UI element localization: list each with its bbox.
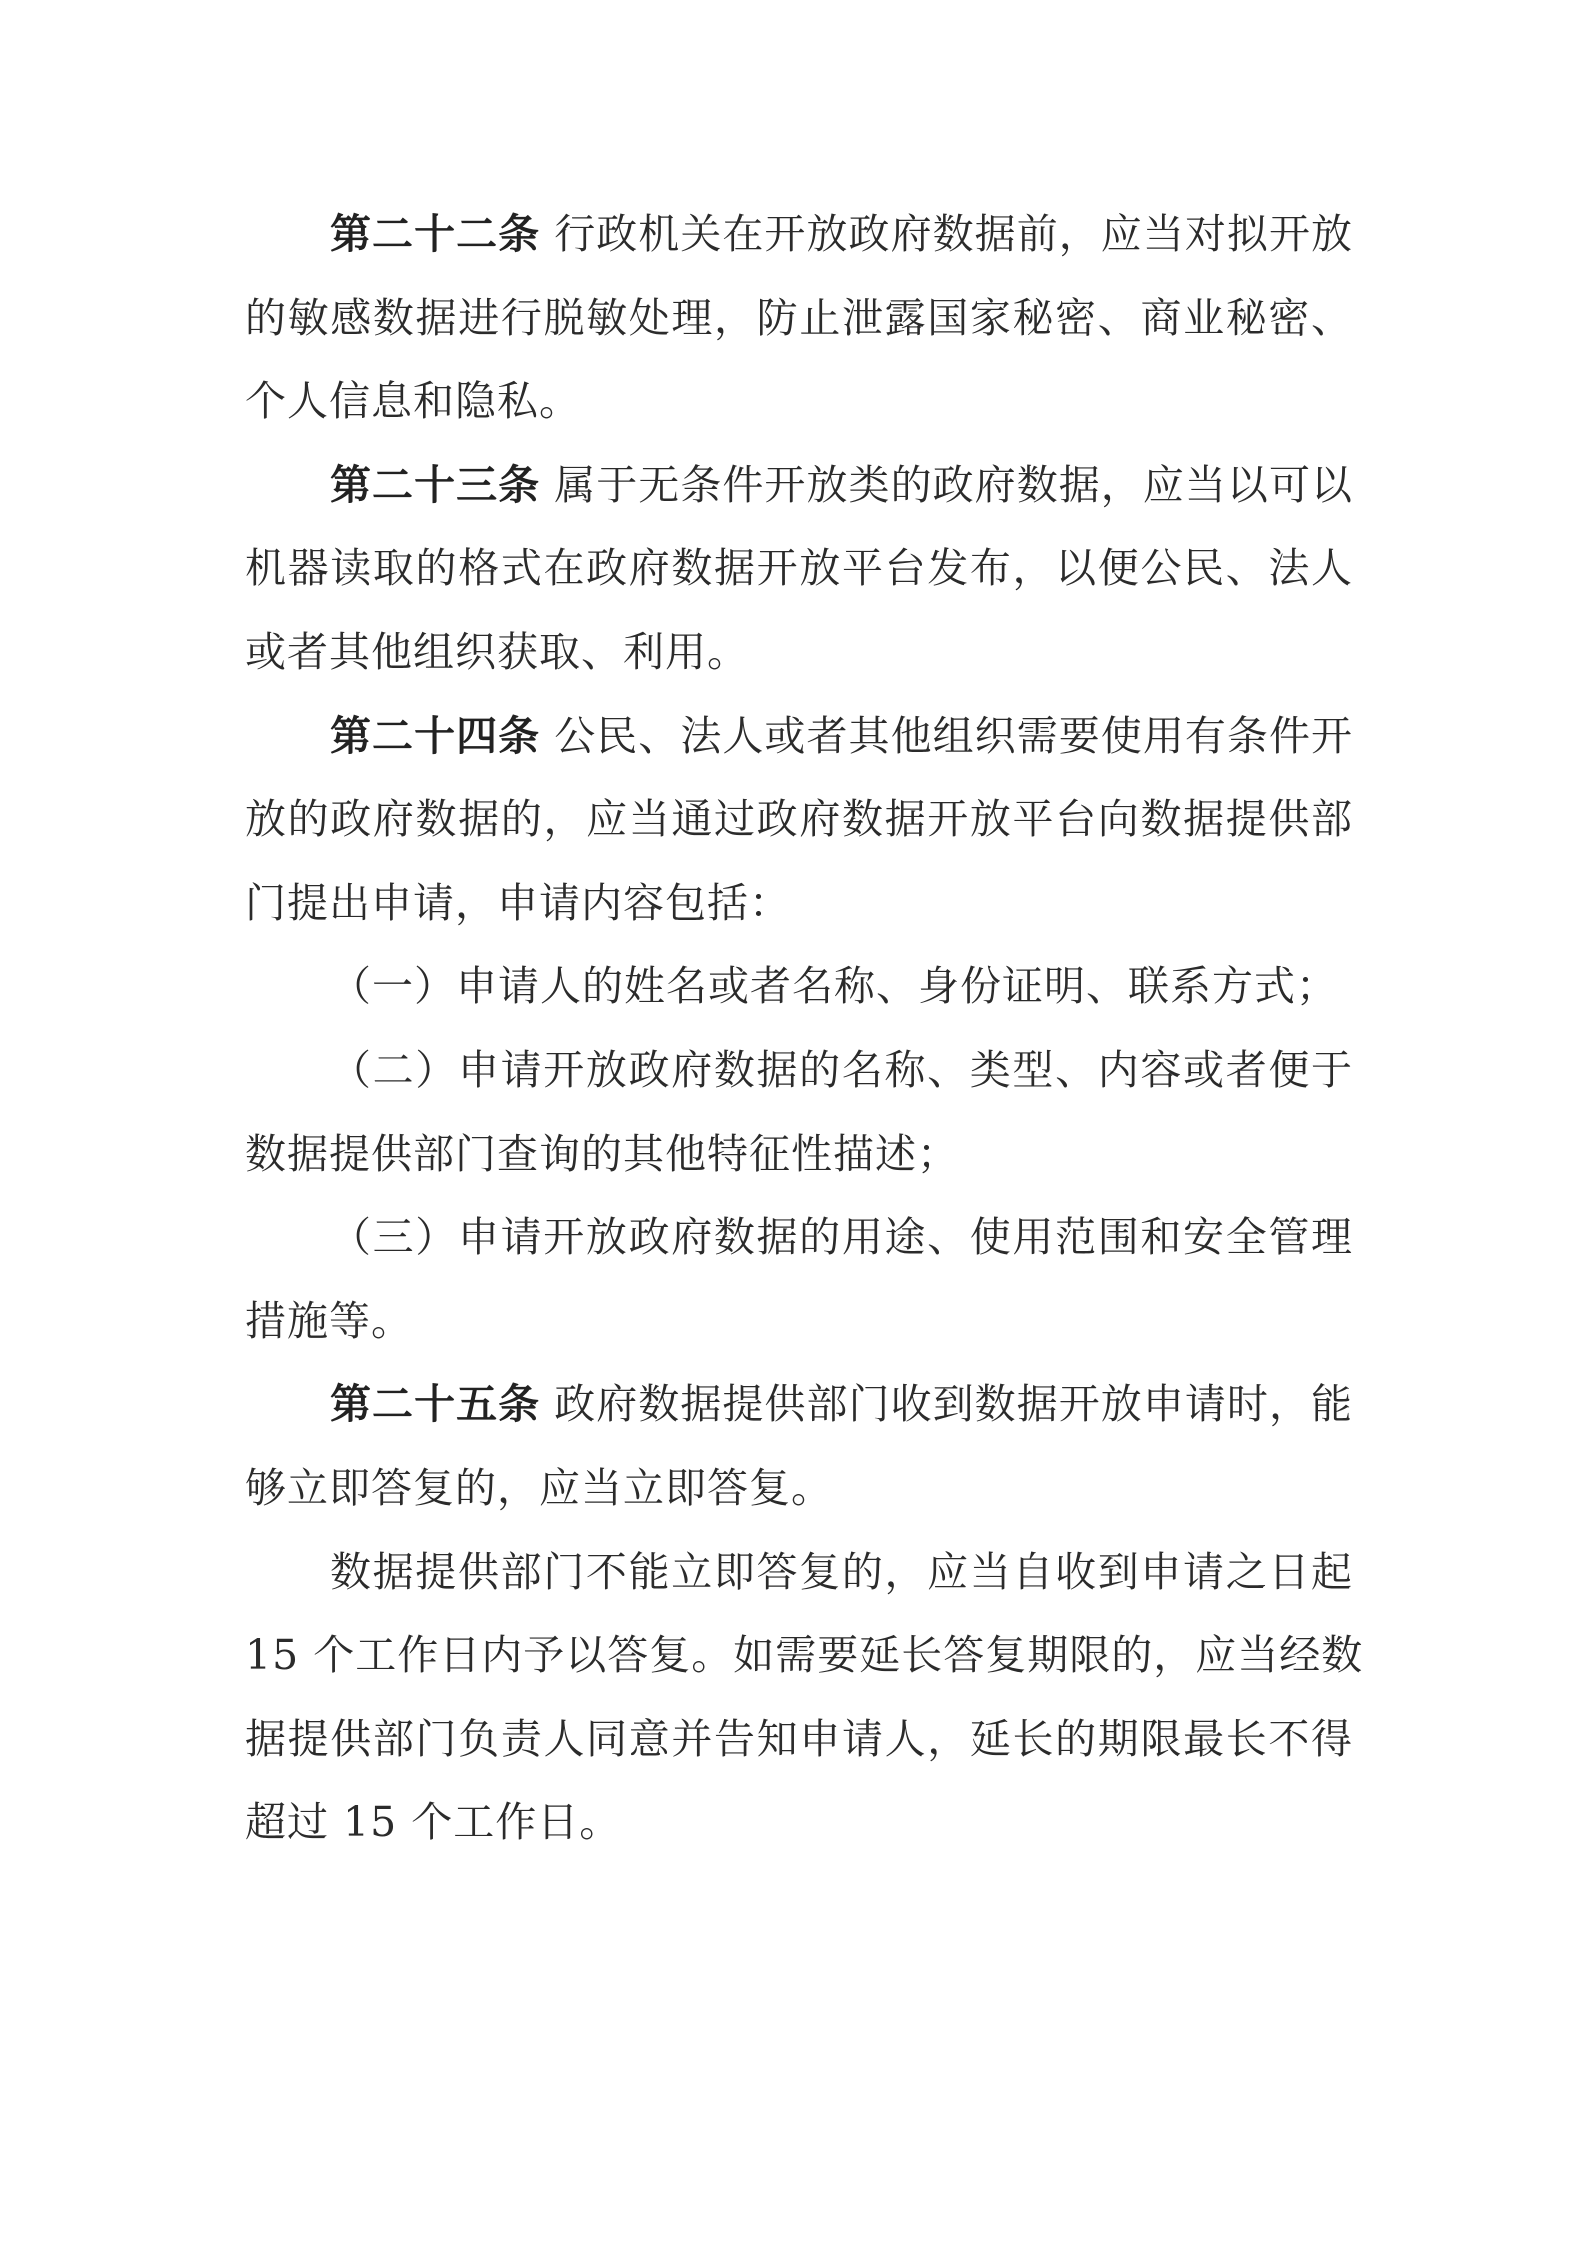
text-line: 或者其他组织获取、利用。 — [245, 627, 749, 676]
text-line: 据提供部门负责人同意并告知申请人，延长的期限最长不得 — [245, 1714, 1353, 1763]
text-line: 门提出申请，申请内容包括： — [245, 878, 791, 927]
text-line: 的敏感数据进行脱敏处理，防止泄露国家秘密、商业秘密、 — [245, 293, 1353, 342]
text-line: 15 个工作日内予以答复。如需要延长答复期限的，应当经数 — [245, 1631, 1364, 1680]
text-line: 个人信息和隐私。 — [245, 377, 581, 426]
article-text: 公民、法人或者其他组织需要使用有条件开 — [554, 711, 1353, 760]
list-item-3-cont: 措施等。 — [245, 1296, 413, 1345]
article-heading: 第二十四条 — [330, 711, 541, 760]
article-23 — [245, 444, 1353, 695]
article-24 — [245, 695, 1353, 1364]
article-text: 行政机关在开放政府数据前，应当对拟开放 — [554, 210, 1353, 258]
list-item-2: （二）申请开放政府数据的名称、类型、内容或者便于 — [330, 1045, 1353, 1094]
article-25 — [245, 1363, 1364, 1865]
list-item-1: （一）申请人的姓名或者名称、身份证明、联系方式； — [330, 962, 1338, 1011]
document-body — [245, 193, 1364, 1865]
article-heading: 第二十二条 — [330, 210, 541, 258]
list-item-2-cont: 数据提供部门查询的其他特征性描述； — [245, 1129, 959, 1178]
text-line: 机器读取的格式在政府数据开放平台发布，以便公民、法人 — [245, 544, 1353, 593]
text-line: 超过 15 个工作日。 — [245, 1798, 622, 1847]
article-text: 属于无条件开放类的政府数据，应当以可以 — [554, 460, 1353, 509]
text-line: 放的政府数据的，应当通过政府数据开放平台向数据提供部 — [245, 795, 1353, 844]
list-item-3: （三）申请开放政府数据的用途、使用范围和安全管理 — [330, 1213, 1353, 1262]
text-line: 够立即答复的，应当立即答复。 — [245, 1463, 833, 1512]
text-line: 数据提供部门不能立即答复的，应当自收到申请之日起 — [330, 1547, 1353, 1596]
article-heading: 第二十三条 — [330, 460, 541, 509]
article-heading: 第二十五条 — [330, 1380, 541, 1429]
article-text: 政府数据提供部门收到数据开放申请时，能 — [554, 1380, 1353, 1429]
article-22 — [245, 193, 1353, 444]
